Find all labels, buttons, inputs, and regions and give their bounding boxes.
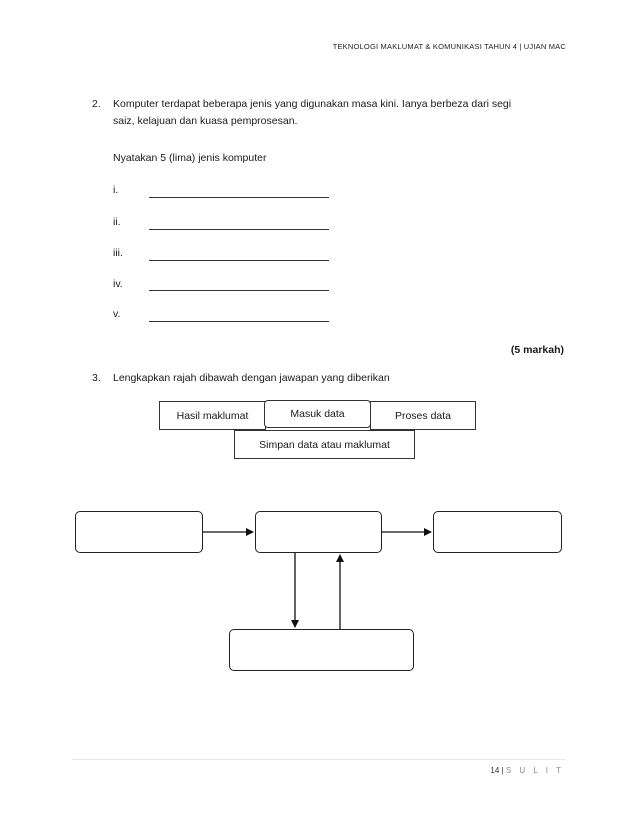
answer-label-i: i.	[113, 184, 119, 196]
question-2-instruction: Nyatakan 5 (lima) jenis komputer	[113, 152, 267, 164]
marks-label: (5 markah)	[510, 344, 564, 356]
question-3-text: Lengkapkan rajah dibawah dengan jawapan yang diberikan	[113, 372, 390, 384]
option-proses-data: Proses data	[370, 401, 476, 430]
question-2-text-line2: saiz, kelajuan dan kuasa pemprosesan.	[113, 115, 298, 127]
footer-sulit-label: S U L I T	[505, 766, 564, 775]
page-header: TEKNOLOGI MAKLUMAT & KOMUNIKASI TAHUN 4 | UJIAN MAC	[332, 42, 566, 51]
page-footer	[490, 766, 564, 775]
question-2-text-line1: Komputer terdapat beberapa jenis yang digunakan masa kini. Ianya berbeza dari segi	[113, 98, 512, 110]
option-masuk-data: Masuk data	[264, 400, 371, 428]
question-3-number: 3.	[92, 372, 101, 384]
answer-label-iv: iv.	[113, 278, 123, 290]
footer-divider	[72, 759, 566, 760]
answer-label-iii: iii.	[113, 247, 123, 259]
option-simpan-data: Simpan data atau maklumat	[234, 430, 415, 459]
answer-label-v: v.	[113, 308, 121, 320]
page-number: 14	[490, 766, 500, 775]
question-2-number: 2.	[92, 98, 101, 110]
option-hasil-maklumat: Hasil maklumat	[159, 401, 266, 430]
answer-label-ii: ii.	[113, 216, 121, 228]
footer-separator: |	[501, 766, 504, 775]
